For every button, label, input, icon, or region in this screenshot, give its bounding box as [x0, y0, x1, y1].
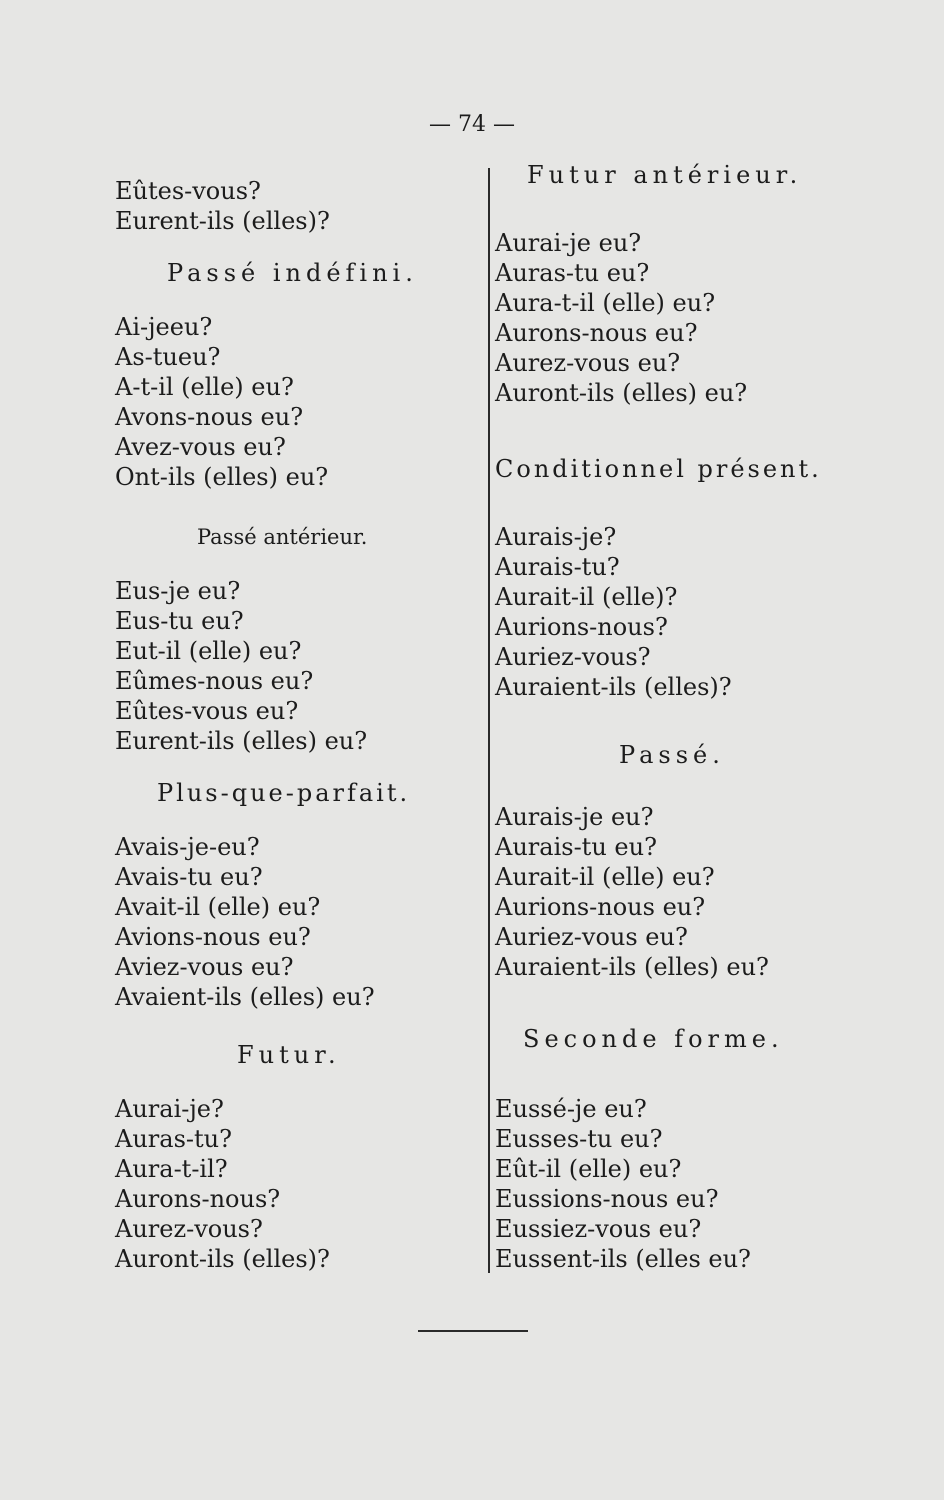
verb-line: Eurent-ils (elles)?: [115, 207, 330, 235]
verb-line: Avions-nous eu?: [115, 923, 311, 951]
verb-line: Aurons-nous?: [115, 1185, 281, 1213]
verb-line: Avait-il (elle) eu?: [115, 893, 321, 921]
verb-line: Avons-nous eu?: [115, 403, 304, 431]
section-heading-futur: Futur.: [237, 1041, 341, 1069]
page-number: — 74 —: [429, 112, 515, 137]
verb-line: Eussé-je eu?: [495, 1095, 647, 1123]
bottom-rule: [418, 1330, 528, 1332]
verb-line: Aurions-nous eu?: [495, 893, 706, 921]
verb-line: Eusses-tu eu?: [495, 1125, 663, 1153]
verb-line: Aurais-je eu?: [495, 803, 654, 831]
verb-line: Auront-ils (elles)?: [115, 1245, 330, 1273]
section-heading-passe-anterieur: Passé antérieur.: [197, 525, 368, 549]
verb-line: Eussions-nous eu?: [495, 1185, 719, 1213]
section-heading-plus-que-parfait: Plus-que-parfait.: [157, 779, 411, 807]
verb-line: Auront-ils (elles) eu?: [495, 379, 748, 407]
verb-line: Auriez-vous?: [495, 643, 651, 671]
verb-line: Aurez-vous eu?: [495, 349, 681, 377]
verb-line: Eus-tu eu?: [115, 607, 244, 635]
section-heading-passe: Passé.: [619, 741, 725, 769]
section-heading-conditionnel-present: Conditionnel présent.: [495, 455, 822, 483]
verb-line: Auraient-ils (elles)?: [495, 673, 732, 701]
verb-line: Aurais-je?: [495, 523, 617, 551]
verb-line: Avez-vous eu?: [115, 433, 286, 461]
section-heading-futur-anterieur: Futur antérieur.: [527, 161, 803, 189]
verb-line: Eussiez-vous eu?: [495, 1215, 702, 1243]
verb-line: Avais-tu eu?: [115, 863, 263, 891]
verb-line: Aurais-tu?: [495, 553, 620, 581]
verb-line: Auriez-vous eu?: [495, 923, 688, 951]
verb-line: Aurons-nous eu?: [495, 319, 698, 347]
verb-line: Aurai-je eu?: [495, 229, 642, 257]
verb-line: Aurait-il (elle) eu?: [495, 863, 715, 891]
verb-line: Auras-tu eu?: [495, 259, 650, 287]
verb-line: Eûmes-nous eu?: [115, 667, 314, 695]
verb-line: Aurai-je?: [115, 1095, 224, 1123]
verb-line: Eut-il (elle) eu?: [115, 637, 302, 665]
verb-line: Ai-jeeu?: [115, 313, 213, 341]
verb-line: Avaient-ils (elles) eu?: [115, 983, 375, 1011]
verb-line: Aurais-tu eu?: [495, 833, 657, 861]
verb-line: Avais-je-eu?: [115, 833, 260, 861]
verb-line: Eût-il (elle) eu?: [495, 1155, 682, 1183]
column-divider: [488, 168, 490, 1273]
verb-line: Aura-t-il?: [115, 1155, 228, 1183]
verb-line: A-t-il (elle) eu?: [115, 373, 294, 401]
verb-line: Aviez-vous eu?: [115, 953, 294, 981]
verb-line: Auraient-ils (elles) eu?: [495, 953, 769, 981]
verb-line: As-tueu?: [115, 343, 221, 371]
verb-line: Eûtes-vous eu?: [115, 697, 299, 725]
section-heading-passe-indefini: Passé indéfini.: [167, 259, 418, 287]
verb-line: Eûtes-vous?: [115, 177, 261, 205]
verb-line: Aurez-vous?: [115, 1215, 263, 1243]
verb-line: Ont-ils (elles) eu?: [115, 463, 329, 491]
verb-line: Auras-tu?: [115, 1125, 232, 1153]
verb-line: Eurent-ils (elles) eu?: [115, 727, 368, 755]
section-heading-seconde-forme: Seconde forme.: [523, 1025, 784, 1053]
verb-line: Aurions-nous?: [495, 613, 668, 641]
verb-line: Aurait-il (elle)?: [495, 583, 678, 611]
verb-line: Aura-t-il (elle) eu?: [495, 289, 716, 317]
verb-line: Eus-je eu?: [115, 577, 241, 605]
verb-line: Eussent-ils (elles eu?: [495, 1245, 751, 1273]
